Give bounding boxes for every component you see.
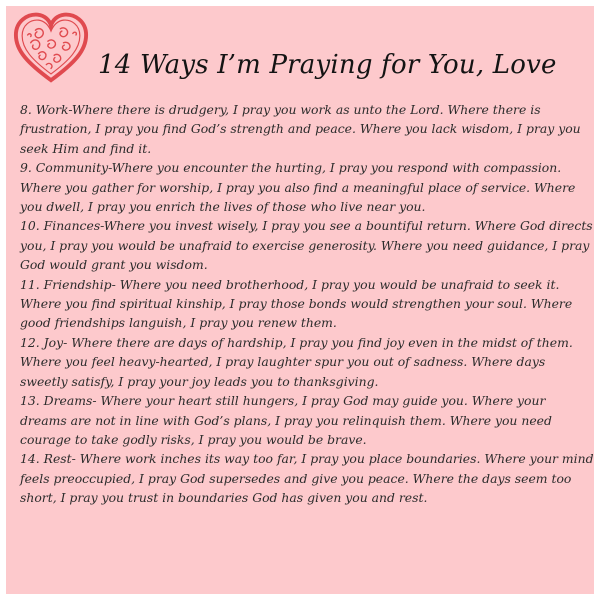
prayer-item-dreams: 13. Dreams- Where your heart still hungers, I pray God may guide you. Where your dreams are not in line with God’s plans, I pray you relinquish them. Where you need courage to take godly risks, I pray you would be brave.: [20, 393, 552, 447]
ornate-heart-icon: [12, 10, 90, 88]
prayer-item-friendship: 11. Friendship- Where you need brotherhood, I pray you would be unafraid to seek it. Where you find spiritual kinship, I pray those bonds would strengthen your soul. Where good friendships languish, I pray you renew them.: [20, 276, 573, 331]
prayer-item-joy: 12. Joy- Where there are days of hardship, I pray you find joy even in the midst of them. Where you feel heavy-hearted, I pray laughter spur you out of sadness. Where days sweetly satisfy, I pray your joy leads you to thanksgiving.: [20, 334, 573, 389]
prayer-card: [6, 6, 594, 594]
prayer-item-finances: 10. Finances-Where you invest wisely, I pray you see a bountiful return. Where God directs you, I pray you would be unafraid to exercise generosity. Where you need guidance, I pray God would grant you wisdom.: [20, 218, 593, 273]
prayer-item-rest: 14. Rest- Where work inches its way too far, I pray you place boundaries. Where your mind feels preoccupied, I pray God supersedes and give you peace. Where the days seem too short, I pray you trust in boundaries God has given you and rest.: [20, 451, 594, 506]
prayer-item-community: 9. Community-Where you encounter the hurting, I pray you respond with compassion. Where you gather for worship, I pray you also find a meaningful place of service. Where you dwell, I pray you enrich the lives of those who live near you.: [20, 160, 576, 215]
prayer-item-work: 8. Work-Where there is drudgery, I pray you work as unto the Lord. Where there is frustration, I pray you find God’s strength and peace. Where you lack wisdom, I pray you seek Him and find it.: [20, 102, 581, 156]
page-title: 14 Ways I’m Praying for You, Love: [98, 50, 557, 80]
prayer-list: [20, 100, 594, 508]
